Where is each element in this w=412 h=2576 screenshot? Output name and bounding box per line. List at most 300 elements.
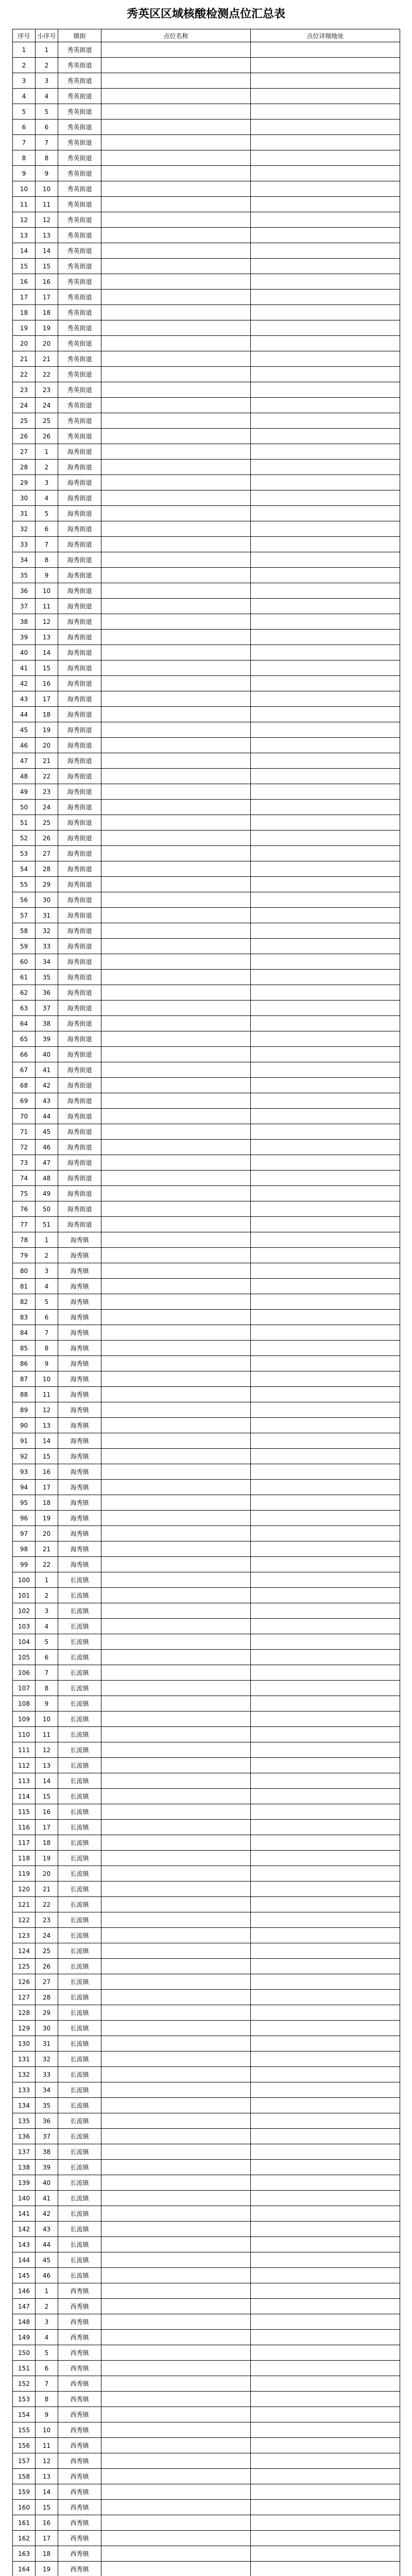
cell-sub-seq: 10 bbox=[36, 2422, 58, 2438]
cell-town: 海秀镇 bbox=[58, 1449, 101, 1464]
cell-sub-seq: 48 bbox=[36, 1171, 58, 1186]
cell-town: 秀英街道 bbox=[58, 367, 101, 382]
cell-sub-seq: 14 bbox=[36, 1433, 58, 1449]
cell-town: 长流镇 bbox=[58, 2067, 101, 2082]
cell-sub-seq: 1 bbox=[36, 42, 58, 58]
cell-site-address bbox=[251, 1742, 400, 1758]
cell-site-name bbox=[101, 2531, 251, 2546]
table-row bbox=[13, 2562, 400, 2576]
cell-sub-seq: 22 bbox=[36, 1897, 58, 1912]
cell-seq: 92 bbox=[13, 1449, 36, 1464]
cell-site-address bbox=[251, 1541, 400, 1557]
cell-site-name bbox=[101, 769, 251, 784]
table-row bbox=[13, 1897, 400, 1912]
cell-site-address bbox=[251, 2407, 400, 2422]
table-row bbox=[13, 290, 400, 305]
table-row bbox=[13, 630, 400, 645]
table-row bbox=[13, 1696, 400, 1711]
cell-site-address bbox=[251, 660, 400, 676]
cell-site-name bbox=[101, 846, 251, 861]
table-row bbox=[13, 2206, 400, 2222]
cell-site-address bbox=[251, 1773, 400, 1789]
cell-seq: 84 bbox=[13, 1325, 36, 1341]
cell-seq: 107 bbox=[13, 1681, 36, 1696]
cell-seq: 127 bbox=[13, 1990, 36, 2005]
cell-sub-seq: 21 bbox=[36, 753, 58, 769]
cell-seq: 140 bbox=[13, 2191, 36, 2206]
cell-sub-seq: 19 bbox=[36, 1851, 58, 1866]
table-row bbox=[13, 181, 400, 197]
table-row bbox=[13, 2299, 400, 2314]
cell-town: 海秀街道 bbox=[58, 1171, 101, 1186]
cell-site-address bbox=[251, 336, 400, 351]
cell-town: 秀英街道 bbox=[58, 351, 101, 367]
cell-town: 长流镇 bbox=[58, 1619, 101, 1634]
cell-site-name bbox=[101, 2021, 251, 2036]
cell-sub-seq: 15 bbox=[36, 1789, 58, 1804]
cell-sub-seq: 3 bbox=[36, 1263, 58, 1279]
table-row bbox=[13, 1248, 400, 1263]
cell-sub-seq: 1 bbox=[36, 444, 58, 460]
cell-town: 海秀街道 bbox=[58, 800, 101, 815]
cell-seq: 10 bbox=[13, 181, 36, 197]
cell-site-address bbox=[251, 1619, 400, 1634]
cell-sub-seq: 24 bbox=[36, 398, 58, 413]
cell-sub-seq: 5 bbox=[36, 1634, 58, 1650]
table-row bbox=[13, 769, 400, 784]
cell-town: 海秀街道 bbox=[58, 722, 101, 738]
cell-sub-seq: 35 bbox=[36, 2098, 58, 2113]
table-row bbox=[13, 1217, 400, 1232]
cell-town: 长流镇 bbox=[58, 1943, 101, 1959]
cell-site-address bbox=[251, 259, 400, 274]
cell-town: 长流镇 bbox=[58, 1820, 101, 1835]
table-row bbox=[13, 42, 400, 58]
table-row bbox=[13, 2098, 400, 2113]
table-row bbox=[13, 2021, 400, 2036]
cell-sub-seq: 9 bbox=[36, 568, 58, 583]
cell-town: 海秀街道 bbox=[58, 1109, 101, 1124]
header-sub-seq: 小序号 bbox=[36, 29, 58, 42]
cell-town: 秀英街道 bbox=[58, 89, 101, 104]
cell-seq: 65 bbox=[13, 1031, 36, 1047]
cell-site-name bbox=[101, 1696, 251, 1711]
table-row bbox=[13, 490, 400, 506]
cell-site-name bbox=[101, 1974, 251, 1990]
table-row bbox=[13, 2005, 400, 2021]
cell-town: 海秀街道 bbox=[58, 506, 101, 521]
table-row bbox=[13, 1588, 400, 1603]
cell-seq: 26 bbox=[13, 429, 36, 444]
cell-site-name bbox=[101, 1480, 251, 1495]
cell-site-name bbox=[101, 1263, 251, 1279]
cell-site-address bbox=[251, 784, 400, 800]
cell-site-address bbox=[251, 1031, 400, 1047]
cell-seq: 68 bbox=[13, 1078, 36, 1093]
cell-site-address bbox=[251, 398, 400, 413]
cell-town: 长流镇 bbox=[58, 1866, 101, 1882]
cell-seq: 57 bbox=[13, 908, 36, 923]
cell-sub-seq: 5 bbox=[36, 2345, 58, 2361]
cell-seq: 32 bbox=[13, 521, 36, 537]
table-row bbox=[13, 1341, 400, 1356]
cell-site-address bbox=[251, 2175, 400, 2191]
cell-site-address bbox=[251, 831, 400, 846]
cell-site-name bbox=[101, 2453, 251, 2469]
table-row bbox=[13, 861, 400, 877]
cell-site-address bbox=[251, 1866, 400, 1882]
cell-site-name bbox=[101, 1835, 251, 1851]
cell-site-address bbox=[251, 954, 400, 970]
table-row bbox=[13, 1093, 400, 1109]
table-header-row bbox=[13, 29, 400, 42]
cell-town: 秀英街道 bbox=[58, 166, 101, 181]
cell-sub-seq: 40 bbox=[36, 1047, 58, 1062]
table-row bbox=[13, 1464, 400, 1480]
cell-site-address bbox=[251, 506, 400, 521]
cell-seq: 69 bbox=[13, 1093, 36, 1109]
cell-site-name bbox=[101, 2299, 251, 2314]
cell-site-name bbox=[101, 1248, 251, 1263]
cell-town: 海秀镇 bbox=[58, 1464, 101, 1480]
cell-seq: 7 bbox=[13, 135, 36, 150]
cell-site-name bbox=[101, 413, 251, 429]
cell-site-address bbox=[251, 800, 400, 815]
cell-town: 长流镇 bbox=[58, 2175, 101, 2191]
cell-sub-seq: 17 bbox=[36, 1480, 58, 1495]
table-row bbox=[13, 1681, 400, 1696]
cell-site-address bbox=[251, 2500, 400, 2515]
cell-seq: 151 bbox=[13, 2361, 36, 2376]
cell-site-name bbox=[101, 305, 251, 320]
cell-site-name bbox=[101, 290, 251, 305]
cell-site-name bbox=[101, 800, 251, 815]
cell-sub-seq: 15 bbox=[36, 259, 58, 274]
cell-sub-seq: 2 bbox=[36, 58, 58, 73]
cell-town: 海秀街道 bbox=[58, 970, 101, 985]
cell-town: 秀英街道 bbox=[58, 42, 101, 58]
cell-site-address bbox=[251, 1217, 400, 1232]
cell-seq: 45 bbox=[13, 722, 36, 738]
cell-site-address bbox=[251, 2345, 400, 2361]
cell-sub-seq: 12 bbox=[36, 2453, 58, 2469]
cell-sub-seq: 32 bbox=[36, 923, 58, 939]
cell-site-address bbox=[251, 2052, 400, 2067]
cell-seq: 46 bbox=[13, 738, 36, 753]
cell-seq: 134 bbox=[13, 2098, 36, 2113]
cell-sub-seq: 17 bbox=[36, 1820, 58, 1835]
cell-seq: 58 bbox=[13, 923, 36, 939]
cell-seq: 19 bbox=[13, 320, 36, 336]
cell-sub-seq: 26 bbox=[36, 1959, 58, 1974]
table-row bbox=[13, 475, 400, 490]
cell-site-name bbox=[101, 1634, 251, 1650]
cell-seq: 63 bbox=[13, 1001, 36, 1016]
cell-site-name bbox=[101, 2129, 251, 2144]
cell-site-address bbox=[251, 104, 400, 120]
cell-site-name bbox=[101, 707, 251, 722]
cell-site-name bbox=[101, 1062, 251, 1078]
cell-site-address bbox=[251, 861, 400, 877]
cell-seq: 83 bbox=[13, 1310, 36, 1325]
cell-site-address bbox=[251, 2314, 400, 2330]
cell-seq: 141 bbox=[13, 2206, 36, 2222]
cell-seq: 37 bbox=[13, 599, 36, 614]
cell-town: 长流镇 bbox=[58, 1851, 101, 1866]
cell-town: 长流镇 bbox=[58, 2052, 101, 2067]
cell-town: 海秀镇 bbox=[58, 1356, 101, 1371]
cell-town: 海秀镇 bbox=[58, 1371, 101, 1387]
table-row bbox=[13, 243, 400, 259]
cell-site-address bbox=[251, 1711, 400, 1727]
cell-site-address bbox=[251, 1001, 400, 1016]
cell-town: 海秀镇 bbox=[58, 1526, 101, 1541]
cell-site-name bbox=[101, 1016, 251, 1031]
cell-site-address bbox=[251, 877, 400, 892]
cell-site-address bbox=[251, 908, 400, 923]
cell-sub-seq: 6 bbox=[36, 521, 58, 537]
cell-seq: 40 bbox=[13, 645, 36, 660]
cell-town: 长流镇 bbox=[58, 2082, 101, 2098]
table-row bbox=[13, 1711, 400, 1727]
cell-site-address bbox=[251, 2191, 400, 2206]
cell-site-address bbox=[251, 305, 400, 320]
cell-seq: 91 bbox=[13, 1433, 36, 1449]
cell-sub-seq: 25 bbox=[36, 815, 58, 831]
cell-site-name bbox=[101, 475, 251, 490]
cell-site-name bbox=[101, 120, 251, 135]
cell-town: 海秀街道 bbox=[58, 1140, 101, 1155]
table-row bbox=[13, 1001, 400, 1016]
cell-sub-seq: 21 bbox=[36, 1541, 58, 1557]
cell-town: 海秀街道 bbox=[58, 460, 101, 475]
cell-site-address bbox=[251, 1634, 400, 1650]
cell-town: 海秀街道 bbox=[58, 691, 101, 707]
cell-site-address bbox=[251, 2438, 400, 2453]
cell-town: 长流镇 bbox=[58, 1882, 101, 1897]
cell-seq: 143 bbox=[13, 2237, 36, 2252]
cell-sub-seq: 4 bbox=[36, 89, 58, 104]
cell-site-address bbox=[251, 1124, 400, 1140]
cell-town: 秀英街道 bbox=[58, 429, 101, 444]
table-row bbox=[13, 2453, 400, 2469]
table-row bbox=[13, 2422, 400, 2438]
cell-seq: 119 bbox=[13, 1866, 36, 1882]
cell-sub-seq: 16 bbox=[36, 1804, 58, 1820]
table-row bbox=[13, 2314, 400, 2330]
cell-site-address bbox=[251, 1928, 400, 1943]
table-row bbox=[13, 831, 400, 846]
cell-sub-seq: 19 bbox=[36, 1511, 58, 1526]
cell-sub-seq: 31 bbox=[36, 908, 58, 923]
cell-sub-seq: 6 bbox=[36, 120, 58, 135]
cell-seq: 125 bbox=[13, 1959, 36, 1974]
cell-site-address bbox=[251, 2299, 400, 2314]
cell-seq: 53 bbox=[13, 846, 36, 861]
cell-town: 长流镇 bbox=[58, 2206, 101, 2222]
cell-site-name bbox=[101, 1912, 251, 1928]
cell-site-name bbox=[101, 2160, 251, 2175]
cell-site-name bbox=[101, 2268, 251, 2283]
cell-town: 海秀街道 bbox=[58, 707, 101, 722]
cell-sub-seq: 44 bbox=[36, 1109, 58, 1124]
cell-site-name bbox=[101, 676, 251, 691]
cell-site-address bbox=[251, 2113, 400, 2129]
cell-seq: 116 bbox=[13, 1820, 36, 1835]
cell-town: 海秀街道 bbox=[58, 676, 101, 691]
cell-site-address bbox=[251, 2484, 400, 2500]
table-row bbox=[13, 583, 400, 599]
cell-seq: 78 bbox=[13, 1232, 36, 1248]
cell-seq: 1 bbox=[13, 42, 36, 58]
cell-seq: 54 bbox=[13, 861, 36, 877]
cell-town: 海秀街道 bbox=[58, 939, 101, 954]
cell-town: 西秀镇 bbox=[58, 2469, 101, 2484]
cell-site-address bbox=[251, 1665, 400, 1681]
cell-town: 海秀镇 bbox=[58, 1248, 101, 1263]
cell-seq: 75 bbox=[13, 1186, 36, 1201]
table-row bbox=[13, 1186, 400, 1201]
cell-site-name bbox=[101, 1727, 251, 1742]
cell-sub-seq: 20 bbox=[36, 1526, 58, 1541]
cell-site-name bbox=[101, 583, 251, 599]
table-row bbox=[13, 1047, 400, 1062]
cell-sub-seq: 4 bbox=[36, 1279, 58, 1294]
cell-site-name bbox=[101, 985, 251, 1001]
cell-seq: 34 bbox=[13, 552, 36, 568]
cell-seq: 12 bbox=[13, 212, 36, 228]
cell-town: 海秀街道 bbox=[58, 599, 101, 614]
cell-town: 长流镇 bbox=[58, 2005, 101, 2021]
cell-site-address bbox=[251, 1294, 400, 1310]
table-row bbox=[13, 2082, 400, 2098]
cell-site-name bbox=[101, 738, 251, 753]
cell-town: 海秀镇 bbox=[58, 1325, 101, 1341]
cell-site-address bbox=[251, 1155, 400, 1171]
cell-seq: 100 bbox=[13, 1572, 36, 1588]
table-row bbox=[13, 2252, 400, 2268]
cell-seq: 56 bbox=[13, 892, 36, 908]
cell-site-name bbox=[101, 1789, 251, 1804]
cell-sub-seq: 22 bbox=[36, 1557, 58, 1572]
cell-sub-seq: 20 bbox=[36, 738, 58, 753]
table-row bbox=[13, 676, 400, 691]
table-row bbox=[13, 2469, 400, 2484]
table-row bbox=[13, 120, 400, 135]
cell-sub-seq: 17 bbox=[36, 2531, 58, 2546]
table-row bbox=[13, 1804, 400, 1820]
table-row bbox=[13, 104, 400, 120]
cell-town: 长流镇 bbox=[58, 1912, 101, 1928]
cell-town: 长流镇 bbox=[58, 1727, 101, 1742]
cell-town: 长流镇 bbox=[58, 1588, 101, 1603]
cell-seq: 88 bbox=[13, 1387, 36, 1402]
cell-sub-seq: 41 bbox=[36, 2191, 58, 2206]
cell-site-name bbox=[101, 1820, 251, 1835]
cell-site-address bbox=[251, 197, 400, 212]
cell-seq: 29 bbox=[13, 475, 36, 490]
cell-sub-seq: 41 bbox=[36, 1062, 58, 1078]
table-row bbox=[13, 367, 400, 382]
cell-seq: 97 bbox=[13, 1526, 36, 1541]
cell-site-address bbox=[251, 1974, 400, 1990]
cell-seq: 11 bbox=[13, 197, 36, 212]
cell-site-address bbox=[251, 2361, 400, 2376]
cell-town: 秀英街道 bbox=[58, 181, 101, 197]
cell-site-name bbox=[101, 1572, 251, 1588]
cell-site-address bbox=[251, 1201, 400, 1217]
cell-site-address bbox=[251, 2082, 400, 2098]
cell-site-name bbox=[101, 1866, 251, 1882]
table-row bbox=[13, 1294, 400, 1310]
cell-sub-seq: 23 bbox=[36, 382, 58, 398]
cell-seq: 5 bbox=[13, 104, 36, 120]
cell-sub-seq: 15 bbox=[36, 2500, 58, 2515]
cell-site-address bbox=[251, 1480, 400, 1495]
table-row bbox=[13, 2237, 400, 2252]
cell-site-name bbox=[101, 150, 251, 166]
cell-town: 海秀街道 bbox=[58, 1201, 101, 1217]
cell-site-address bbox=[251, 1310, 400, 1325]
cell-site-address bbox=[251, 630, 400, 645]
cell-site-name bbox=[101, 2082, 251, 2098]
cell-town: 长流镇 bbox=[58, 1696, 101, 1711]
cell-town: 秀英街道 bbox=[58, 243, 101, 259]
cell-seq: 25 bbox=[13, 413, 36, 429]
cell-site-name bbox=[101, 1279, 251, 1294]
cell-site-address bbox=[251, 58, 400, 73]
table-row bbox=[13, 336, 400, 351]
cell-sub-seq: 16 bbox=[36, 1464, 58, 1480]
cell-site-address bbox=[251, 691, 400, 707]
cell-site-address bbox=[251, 2144, 400, 2160]
cell-sub-seq: 10 bbox=[36, 1711, 58, 1727]
cell-site-address bbox=[251, 1464, 400, 1480]
table-row bbox=[13, 815, 400, 831]
cell-site-name bbox=[101, 2407, 251, 2422]
table-row bbox=[13, 1526, 400, 1541]
table-row bbox=[13, 1866, 400, 1882]
table-row bbox=[13, 382, 400, 398]
cell-town: 西秀镇 bbox=[58, 2562, 101, 2576]
cell-site-address bbox=[251, 1959, 400, 1974]
table-row bbox=[13, 1325, 400, 1341]
table-row bbox=[13, 1541, 400, 1557]
table-row bbox=[13, 1912, 400, 1928]
cell-site-address bbox=[251, 2021, 400, 2036]
table-row bbox=[13, 2407, 400, 2422]
cell-sub-seq: 7 bbox=[36, 135, 58, 150]
cell-seq: 112 bbox=[13, 1758, 36, 1773]
cell-sub-seq: 36 bbox=[36, 985, 58, 1001]
table-row bbox=[13, 784, 400, 800]
cell-sub-seq: 23 bbox=[36, 1912, 58, 1928]
cell-site-name bbox=[101, 1882, 251, 1897]
table-row bbox=[13, 1140, 400, 1155]
cell-sub-seq: 21 bbox=[36, 351, 58, 367]
cell-town: 海秀街道 bbox=[58, 490, 101, 506]
table-row bbox=[13, 2392, 400, 2407]
cell-sub-seq: 6 bbox=[36, 1650, 58, 1665]
cell-site-name bbox=[101, 89, 251, 104]
cell-sub-seq: 7 bbox=[36, 537, 58, 552]
cell-site-name bbox=[101, 2222, 251, 2237]
table-row bbox=[13, 1789, 400, 1804]
table-row bbox=[13, 1742, 400, 1758]
cell-site-name bbox=[101, 1140, 251, 1155]
table-row bbox=[13, 2438, 400, 2453]
cell-site-name bbox=[101, 490, 251, 506]
